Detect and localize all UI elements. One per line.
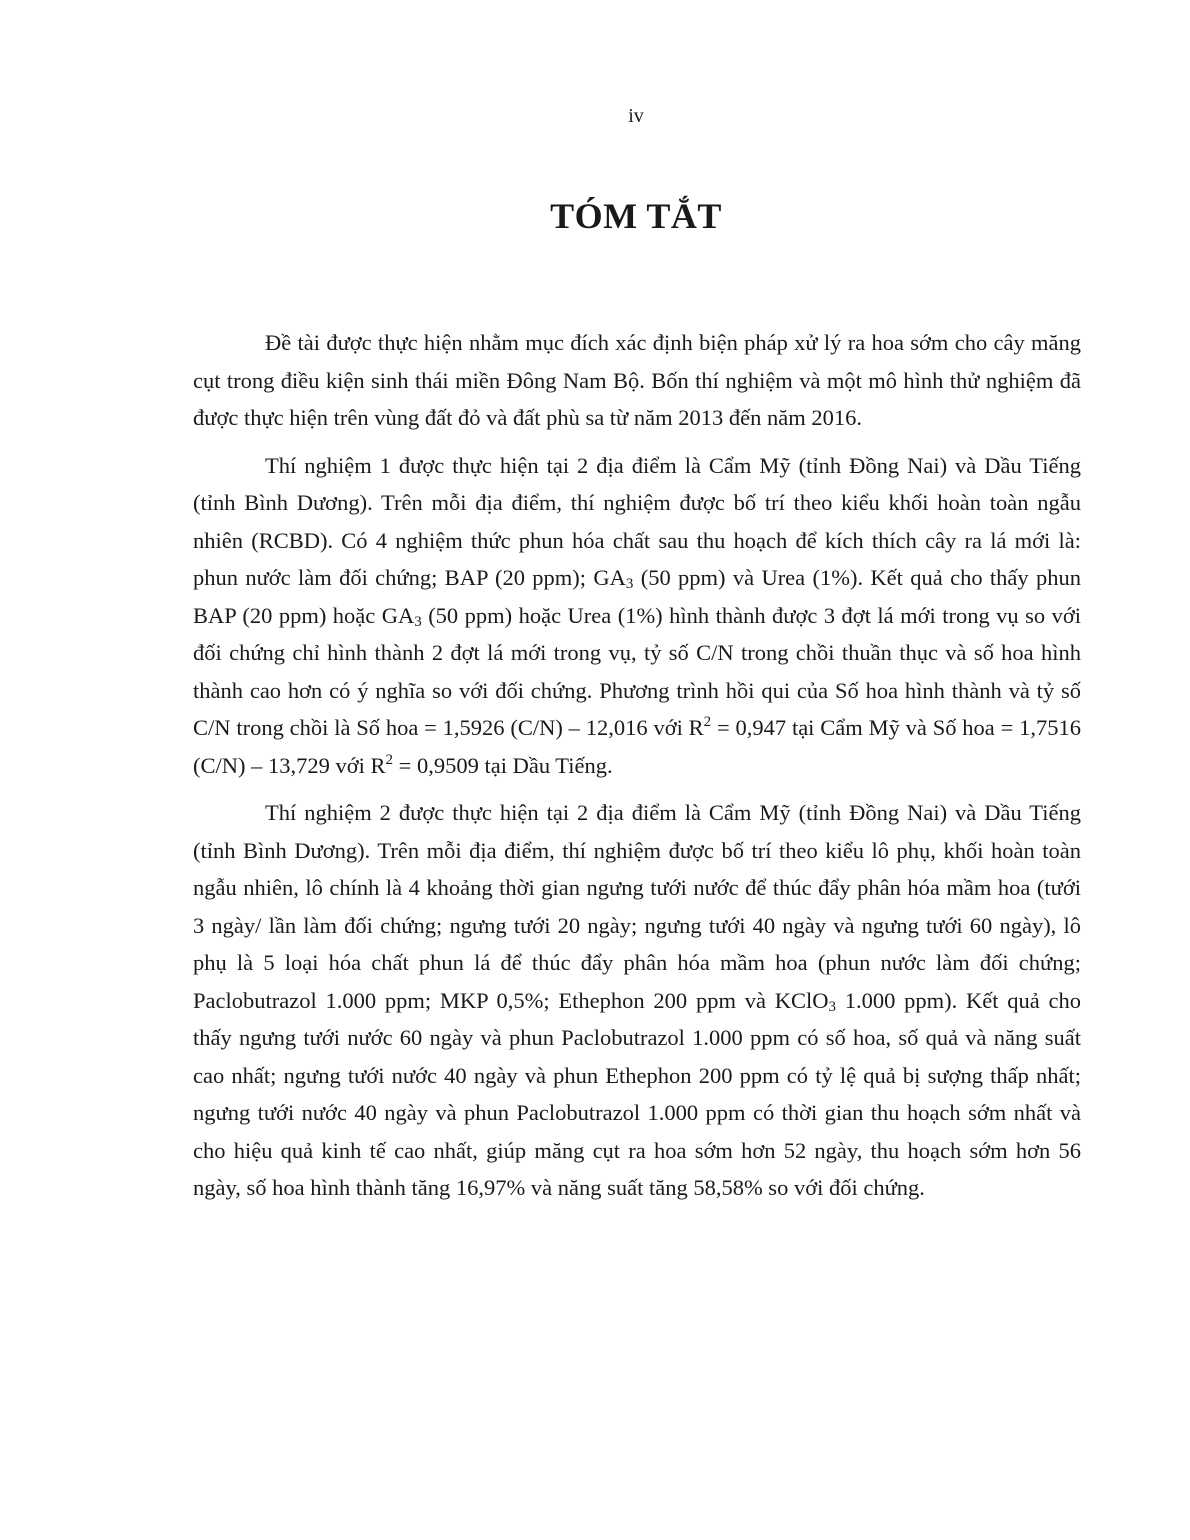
text-segment: = 0,947 tại Cẩm Mỹ và Số hoa = 1,7516 (C/N) – 13,729 với R [193, 715, 1081, 778]
text-segment: (50 ppm) hoặc Urea (1%) hình thành được 3 đợt lá mới trong vụ so với đối chứng chỉ hình thành 2 đợt lá mới trong vụ, tỷ số C/N trong chồi thuần thục và số hoa hình thành cao hơn có ý nghĩa so với đối chứng. Phương trình hồi qui của Số hoa hình thành và tỷ số C/N trong chồi là Số hoa = 1,5926 (C/N) – 12,016 với R [193, 602, 1081, 740]
subscript: 3 [828, 998, 836, 1015]
paragraph-experiment-2 [193, 794, 1081, 1207]
text-segment: Thí nghiệm 2 được thực hiện tại 2 địa điểm là Cẩm Mỹ (tỉnh Đồng Nai) và Dầu Tiếng (tỉnh Bình Dương). Trên mỗi địa điểm, thí nghiệm được bố trí theo kiểu lô phụ, khối hoàn toàn ngẫu nhiên, lô chính là 4 khoảng thời gian ngưng tưới nước để thúc đẩy phân hóa mầm hoa (tưới 3 ngày/ lần làm đối chứng; ngưng tưới 20 ngày; ngưng tưới 40 ngày và ngưng tưới 60 ngày), lô phụ là 5 loại hóa chất phun lá để thúc đẩy phân hóa mầm hoa (phun nước làm đối chứng; Paclobutrazol 1.000 ppm; MKP 0,5%; Ethephon 200 ppm và KClO [193, 800, 1081, 1013]
page-title: TÓM TẮT [550, 196, 722, 236]
paragraph-intro: Đề tài được thực hiện nhằm mục đích xác định biện pháp xử lý ra hoa sớm cho cây măng cụt trong điều kiện sinh thái miền Đông Nam Bộ. Bốn thí nghiệm và một mô hình thử nghiệm đã được thực hiện trên vùng đất đỏ và đất phù sa từ năm 2013 đến năm 2016. [193, 330, 1081, 430]
text-segment: Thí nghiệm 1 được thực hiện tại 2 địa điểm là Cẩm Mỹ (tỉnh Đồng Nai) và Dầu Tiếng (tỉnh Bình Dương). Trên mỗi địa điểm, thí nghiệm được bố trí theo kiểu khối hoàn toàn ngẫu nhiên (RCBD). Có 4 nghiệm thức phun hóa chất sau thu hoạch để kích thích cây ra lá mới là: phun nước làm đối chứng; BAP (20 ppm); GA [193, 452, 1081, 590]
text-segment: 1.000 ppm). Kết quả cho thấy ngưng tưới nước 60 ngày và phun Paclobutrazol 1.000 ppm có số hoa, số quả và năng suất cao nhất; ngưng tưới nước 40 ngày và phun Ethephon 200 ppm có tỷ lệ quả bị sượng thấp nhất; ngưng tưới nước 40 ngày và phun Paclobutrazol 1.000 ppm có thời gian thu hoạch sớm nhất và cho hiệu quả kinh tế cao nhất, giúp măng cụt ra hoa sớm hơn 52 ngày, thu hoạch sớm hơn 56 ngày, số hoa hình thành tăng 16,97% và năng suất tăng 58,58% so với đối chứng. [193, 987, 1081, 1200]
abstract-body [193, 324, 1081, 1217]
text-segment: (50 ppm) và Urea (1%). Kết quả cho thấy phun BAP (20 ppm) hoặc GA [193, 565, 1081, 628]
superscript: 2 [385, 751, 394, 768]
page-number: iv [628, 105, 644, 127]
paragraph-experiment-1 [193, 447, 1081, 785]
superscript: 2 [703, 714, 712, 730]
text-segment: = 0,9509 tại Dầu Tiếng. [393, 752, 613, 778]
subscript: 3 [625, 576, 634, 592]
subscript: 3 [414, 613, 422, 630]
